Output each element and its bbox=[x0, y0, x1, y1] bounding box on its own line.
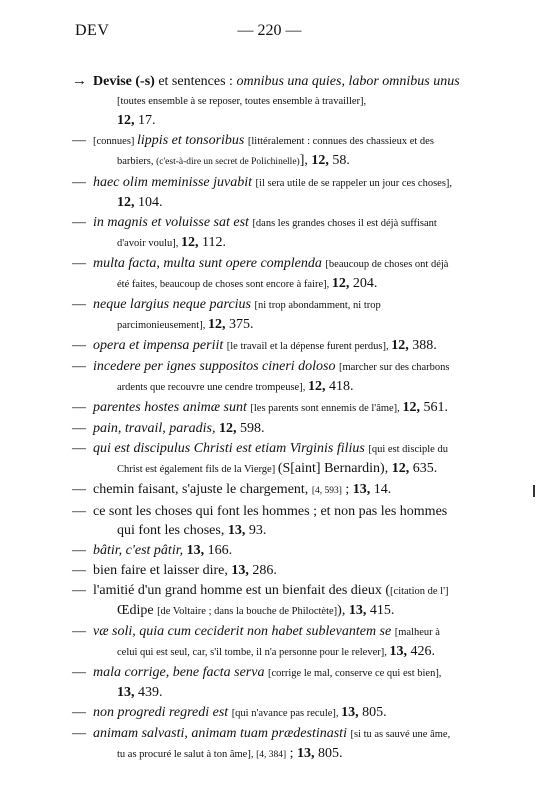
entry-text-segment: 805. bbox=[362, 705, 387, 720]
latin-phrase: animam salvasti, animam tuam prædestinasti bbox=[93, 726, 351, 741]
dash-marker: — bbox=[72, 297, 86, 312]
entry-text-segment: 14. bbox=[373, 482, 392, 497]
entry-text bbox=[93, 439, 460, 479]
entry-text bbox=[93, 72, 460, 130]
translation-note: [il sera utile de se rappeler un jour ces choses], bbox=[255, 178, 453, 189]
entry-text-segment: bien faire et laisser dire, bbox=[93, 563, 232, 578]
dash-marker: — bbox=[72, 441, 86, 456]
latin-phrase: væ soli, quia cum ceciderit non habet sublevantem se bbox=[93, 624, 395, 639]
volume-ref: 13, bbox=[341, 705, 363, 720]
latin-phrase: in magnis et voluisse sat est bbox=[93, 215, 253, 230]
translation-note: [littéralement : connues des chassieux et des barbiers, bbox=[117, 136, 434, 167]
entry-item bbox=[72, 724, 460, 765]
latin-phrase: bâtir, c'est pâtir, bbox=[93, 543, 187, 558]
entry-text-segment: 112. bbox=[202, 235, 226, 250]
entry-item bbox=[72, 398, 460, 418]
dash-marker: — bbox=[72, 256, 86, 271]
dash-marker: — bbox=[72, 543, 86, 558]
dash-marker: — bbox=[72, 482, 86, 497]
translation-note: [corrige le mal, conserve ce qui est bien], bbox=[267, 668, 442, 679]
page-header bbox=[0, 22, 539, 42]
translation-note: [marcher sur des charbons ardents que recouvre une cendre trompeuse], bbox=[117, 362, 450, 393]
dash-marker: — bbox=[72, 175, 86, 190]
entry-text-segment: 166. bbox=[207, 543, 233, 558]
dash-marker: — bbox=[72, 705, 86, 720]
translation-note: [les parents sont ennemis de l'âme], bbox=[250, 403, 403, 414]
translation-note: [beaucoup de choses ont déjà été faites, beaucoup de choses sont encore à faire], bbox=[117, 259, 449, 290]
page-number: — 220 — bbox=[237, 22, 302, 39]
entry-text-segment: 635. bbox=[412, 461, 438, 476]
entry-text-segment: 204. bbox=[352, 276, 378, 291]
volume-ref: 13, bbox=[297, 746, 319, 761]
latin-phrase: neque largius neque parcius bbox=[93, 297, 255, 312]
volume-ref: 13, bbox=[117, 685, 138, 700]
volume-ref: 12, bbox=[307, 379, 329, 394]
entry-text-segment: 426. bbox=[410, 644, 435, 659]
entry-text-segment: l'amitié d'un grand homme est un bienfait des dieux ( bbox=[93, 583, 391, 598]
entry-text bbox=[93, 541, 460, 560]
entry-text-segment: 93. bbox=[248, 523, 267, 538]
volume-ref: 12, bbox=[207, 317, 229, 332]
entry-text bbox=[93, 213, 460, 253]
latin-phrase: lippis et tonsoribus bbox=[137, 133, 248, 148]
entry-item bbox=[72, 173, 460, 212]
translation-note: [malheur à celui qui est seul, car, s'il tombe, il n'a personne pour le relever], bbox=[117, 627, 440, 658]
latin-phrase: parentes hostes animæ sunt bbox=[93, 400, 251, 415]
citation-note: (c'est-à-dire un secret de Polichinelle) bbox=[156, 157, 300, 167]
dash-marker: — bbox=[72, 359, 86, 374]
volume-ref: 13, bbox=[231, 563, 253, 578]
entry-item bbox=[72, 254, 460, 294]
entry-text-segment: 388. bbox=[412, 338, 437, 353]
entry-item bbox=[72, 480, 460, 501]
margin-mark bbox=[533, 485, 535, 497]
entry-item bbox=[72, 561, 460, 580]
volume-ref: 12, bbox=[117, 113, 138, 128]
entry-text-segment: chemin faisant, s'ajuste le chargement, bbox=[93, 482, 312, 497]
entry-item bbox=[72, 663, 460, 702]
entry-text bbox=[93, 419, 460, 438]
volume-ref: 13, bbox=[352, 482, 374, 497]
entry-text-segment: 375. bbox=[228, 317, 254, 332]
entry-text-segment: 418. bbox=[328, 379, 354, 394]
translation-note: [toutes ensemble à se reposer, toutes ensemble à travailler], bbox=[117, 96, 367, 107]
dash-marker: — bbox=[72, 215, 86, 230]
latin-phrase: opera et impensa periit bbox=[93, 338, 227, 353]
latin-phrase: mala corrige, bene facta serva bbox=[93, 665, 268, 680]
latin-phrase: multa facta, multa sunt opere complenda bbox=[93, 256, 326, 271]
entry-item bbox=[72, 419, 460, 438]
entry-text-segment: 104. bbox=[138, 195, 163, 210]
volume-ref: 12, bbox=[331, 276, 353, 291]
latin-phrase: pain, travail, paradis, bbox=[93, 421, 220, 436]
entry-item bbox=[72, 213, 460, 253]
dash-marker: — bbox=[72, 338, 86, 353]
entry-text-segment: ], bbox=[299, 153, 312, 168]
entry-text bbox=[93, 622, 460, 662]
dash-marker: — bbox=[72, 665, 86, 680]
entry-text bbox=[93, 581, 460, 621]
entry-item bbox=[72, 439, 460, 479]
entry-item bbox=[72, 357, 460, 397]
volume-ref: 12, bbox=[181, 235, 203, 250]
entry-text-segment: et sentences : bbox=[158, 74, 237, 89]
citation-note: [4, 593] bbox=[311, 486, 342, 496]
entry-text-segment: 598. bbox=[240, 421, 265, 436]
translation-note: [qui n'avance pas recule], bbox=[231, 708, 342, 719]
dash-marker: — bbox=[72, 624, 86, 639]
dash-marker: — bbox=[72, 400, 86, 415]
citation-note: [4, 384] bbox=[256, 750, 287, 760]
entry-text bbox=[93, 131, 460, 172]
entry-text-segment: ce sont les choses qui font les hommes ; et non pas les hommes qui font les choses, bbox=[93, 504, 448, 538]
entry-item bbox=[72, 131, 460, 172]
entry-item bbox=[72, 622, 460, 662]
entry-text-segment: ; bbox=[286, 746, 298, 761]
entry-text bbox=[93, 663, 460, 702]
entry-text bbox=[93, 295, 460, 335]
entry-text bbox=[93, 173, 460, 212]
entry-item bbox=[72, 502, 460, 540]
latin-phrase: haec olim meminisse juvabit bbox=[93, 175, 256, 190]
latin-phrase: omnibus una quies, labor omnibus unus bbox=[236, 74, 460, 89]
translation-note: [de Voltaire ; dans la bouche de Philoctète] bbox=[157, 606, 338, 617]
entry-item bbox=[72, 336, 460, 356]
entry-text bbox=[93, 561, 460, 580]
latin-phrase: qui est discipulus Christi est etiam Virginis filius bbox=[93, 441, 369, 456]
dash-marker: — bbox=[72, 421, 86, 436]
latin-phrase: incedere per ignes suppositos cineri doloso bbox=[93, 359, 340, 374]
volume-ref: 12, bbox=[391, 461, 413, 476]
translation-note: [si tu as sauvé une âme, tu as procuré le salut à ton âme], bbox=[117, 729, 451, 760]
entry-text-segment: 286. bbox=[252, 563, 277, 578]
entry-text-segment: 58. bbox=[332, 153, 350, 168]
entry-text-segment: (S[aint] Bernardin), bbox=[277, 461, 392, 476]
dash-marker: — bbox=[72, 504, 86, 519]
entry-item bbox=[72, 541, 460, 560]
entry-text-segment: 805. bbox=[318, 746, 343, 761]
dash-marker: — bbox=[72, 583, 86, 598]
volume-ref: 13, bbox=[348, 603, 370, 618]
latin-phrase: non progredi regredi est bbox=[93, 705, 232, 720]
volume-ref: 12, bbox=[402, 400, 424, 415]
translation-note: [le travail et la dépense furent perdus], bbox=[226, 341, 392, 352]
entry-text bbox=[93, 254, 460, 294]
volume-ref: 13, bbox=[389, 644, 411, 659]
entry-text-segment: 17. bbox=[138, 113, 156, 128]
entry-text bbox=[93, 703, 460, 723]
translation-note: [ni trop abondamment, ni trop parcimonieusement], bbox=[117, 300, 381, 331]
entry-text-segment: 439. bbox=[138, 685, 163, 700]
entry-text bbox=[93, 357, 460, 397]
volume-ref: 12, bbox=[391, 338, 413, 353]
entry-item bbox=[72, 703, 460, 723]
dash-marker: — bbox=[72, 726, 86, 741]
entry-list bbox=[72, 72, 460, 766]
entry-text bbox=[93, 724, 460, 765]
translation-note: [connues] bbox=[93, 136, 138, 147]
dash-marker: — bbox=[72, 563, 86, 578]
dash-marker: — bbox=[72, 133, 86, 148]
entry-text-segment: 561. bbox=[423, 400, 448, 415]
entry-heading: Devise (-s) bbox=[93, 74, 159, 89]
arrow-marker: → bbox=[72, 73, 87, 89]
entry-text-segment: ; bbox=[341, 482, 353, 497]
volume-ref: 13, bbox=[186, 543, 208, 558]
entry-text-segment: 415. bbox=[369, 603, 395, 618]
volume-ref: 12, bbox=[311, 153, 333, 168]
entry-text bbox=[93, 480, 460, 501]
volume-ref: 12, bbox=[219, 421, 241, 436]
volume-ref: 12, bbox=[117, 195, 138, 210]
volume-ref: 13, bbox=[227, 523, 249, 538]
translation-note: [dans les grandes choses il est déjà suffisant d'avoir voulu], bbox=[117, 218, 437, 249]
entry-text bbox=[93, 502, 460, 540]
translation-note: [citation de l'] bbox=[390, 586, 449, 597]
entry-text-segment: Œdipe bbox=[117, 603, 158, 618]
entry-item bbox=[72, 581, 460, 621]
entry-text-segment: ), bbox=[337, 603, 349, 618]
translation-note: [qui est disciple du Christ est également fils de la Vierge] bbox=[117, 444, 448, 475]
entry-text bbox=[93, 398, 460, 418]
entry-item bbox=[72, 72, 460, 130]
entry-item bbox=[72, 295, 460, 335]
running-head: DEV bbox=[75, 22, 110, 39]
entry-text bbox=[93, 336, 460, 356]
